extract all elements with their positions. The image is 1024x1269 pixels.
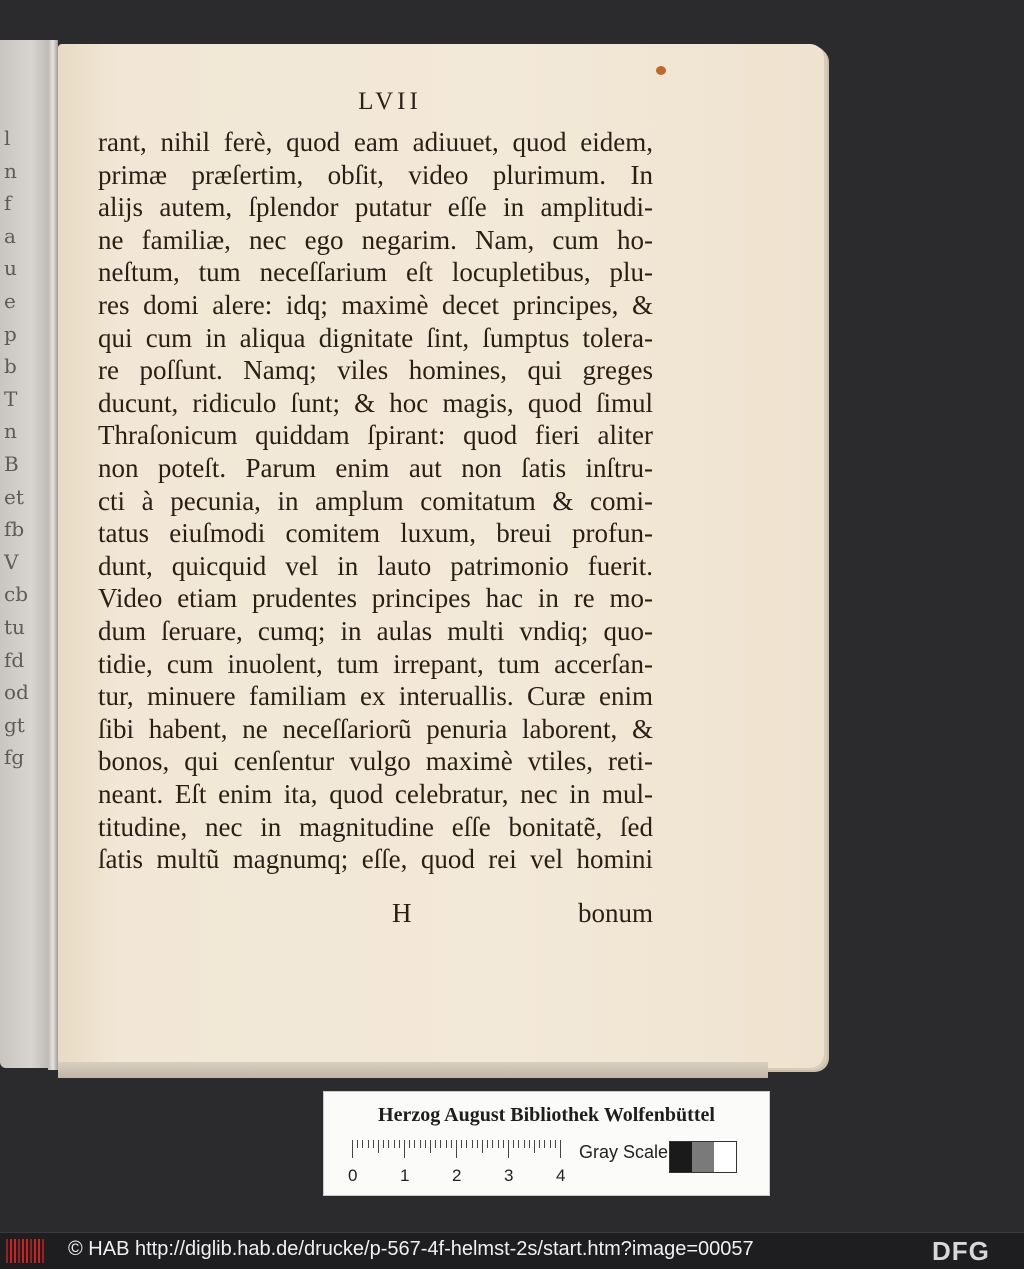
ruler-tick (492, 1140, 493, 1148)
barcode-bar (38, 1239, 40, 1263)
text-line: neant. Eſt enim ita, quod celebratur, nec in mul- (98, 779, 653, 809)
adjacent-page-glyph: B (4, 452, 19, 476)
ruler-tick (394, 1140, 395, 1148)
ruler-tick (529, 1140, 530, 1148)
page-stack-edge (58, 1062, 768, 1078)
ruler-tick (399, 1140, 400, 1148)
text-line: tur, minuere familiam ex interuallis. Curæ enim (98, 681, 653, 712)
barcode-bar (34, 1239, 36, 1263)
adjacent-page-glyph: fg (4, 745, 25, 770)
adjacent-page-glyph: p (4, 321, 17, 346)
text-line: dunt, quicquid vel in lauto patrimonio fuerit. (98, 550, 653, 581)
ruler-tick (508, 1140, 509, 1158)
card-title: Herzog August Bibliothek Wolfenbüttel (378, 1104, 715, 1126)
adjacent-page-glyph: l (4, 126, 11, 150)
ruler-tick (560, 1140, 561, 1158)
text-line: ſibi habent, ne neceſſariorũ penuria laborent, & (98, 713, 653, 744)
adjacent-page-glyph: b (4, 354, 17, 379)
adjacent-page-glyph: f (4, 191, 12, 216)
text-line: ne familiæ, nec ego negarim. Nam, cum ho- (98, 224, 653, 255)
text-line: tidie, cum inuolent, tum irrepant, tum accerſan- (98, 648, 653, 679)
adjacent-page-glyph: V (4, 549, 19, 574)
barcode-bar (10, 1239, 12, 1263)
adjacent-page-glyph: gt (4, 712, 25, 737)
ruler-tick (518, 1140, 519, 1148)
text-line: primæ præſertim, obſit, video plurimum. In (98, 159, 653, 190)
ruler-tick (461, 1140, 462, 1148)
ruler-tick (414, 1140, 415, 1148)
adjacent-page-glyph: cb (4, 582, 29, 607)
ruler-tick (534, 1140, 535, 1153)
ruler-tick (425, 1140, 426, 1148)
ruler-number: 0 (348, 1166, 358, 1185)
ruler-tick (482, 1140, 483, 1153)
adjacent-page-edge (0, 40, 52, 1068)
barcode-bar (6, 1239, 8, 1263)
text-line: dum ſeruare, cumq; in aulas multi vndiq; quo- (98, 616, 653, 646)
barcode-bar (18, 1239, 20, 1263)
ruler-tick (430, 1140, 431, 1153)
text-line: Thraſonicum quiddam ſpirant: quod fieri aliter (98, 420, 653, 451)
page-number: LVII (358, 88, 422, 115)
catchword: bonum (577, 898, 653, 928)
barcode-bar (42, 1239, 44, 1263)
ruler-tick (352, 1140, 353, 1158)
ruler-tick (503, 1140, 504, 1148)
ruler-tick (446, 1140, 447, 1148)
text-line: alijs autem, ſplendor putatur eſſe in amplitudi- (98, 192, 653, 223)
barcode-icon (6, 1239, 48, 1263)
ruler-tick (435, 1140, 436, 1148)
signature-mark: H (392, 898, 412, 928)
ruler-tick (477, 1140, 478, 1148)
ruler-tick (466, 1140, 467, 1148)
ruler-number: 1 (400, 1166, 410, 1185)
adjacent-page-glyph: fb (4, 517, 25, 542)
text-line: ducunt, ridiculo ſunt; & hoc magis, quod ſimul (98, 387, 653, 418)
ruler-tick (544, 1140, 545, 1148)
ruler-tick (555, 1140, 556, 1148)
ruler-tick (513, 1140, 514, 1148)
ruler-tick (472, 1140, 473, 1148)
ruler-tick (357, 1140, 358, 1148)
text-line: neſtum, tum neceſſarium eſt locupletibus, plu- (98, 257, 653, 288)
adjacent-page-glyph: e (4, 289, 16, 313)
ink-stain (656, 66, 666, 75)
ruler-tick (498, 1140, 499, 1148)
adjacent-page-glyph: n (4, 158, 17, 183)
ruler-tick (388, 1140, 389, 1148)
text-line: non poteſt. Parum enim aut non ſatis inſtru- (98, 453, 653, 483)
ruler-tick (378, 1140, 379, 1153)
ruler-number: 3 (504, 1166, 514, 1185)
text-line: qui cum in aliqua dignitate ſint, ſumptus tolera- (98, 322, 653, 353)
adjacent-page-glyph: T (4, 386, 18, 411)
text-line: res domi alere: idq; maximè decet principes, & (98, 290, 653, 320)
scale-card (323, 1091, 770, 1196)
ruler-tick (383, 1140, 384, 1148)
text-line: bonos, qui cenſentur vulgo maximè vtiles, reti- (98, 746, 653, 777)
text-line: titudine, nec in magnitudine eſſe bonitatẽ, ſed (98, 811, 653, 842)
ruler-tick (373, 1140, 374, 1148)
footer-credit[interactable]: © HAB http://diglib.hab.de/drucke/p-567-4f-helmst-2s/start.htm?image=00057 (68, 1238, 754, 1260)
gray-patch (714, 1142, 736, 1172)
text-line: tatus eiuſmodi comitem luxum, breui profun- (98, 518, 653, 549)
ruler-tick (420, 1140, 421, 1148)
footer-bar (0, 1232, 1024, 1269)
ruler (352, 1140, 588, 1158)
text-line: Video etiam prudentes principes hac in re mo- (98, 583, 653, 614)
text-line: cti à pecunia, in amplum comitatum & comi- (98, 485, 653, 516)
ruler-number: 4 (556, 1166, 566, 1185)
barcode-bar (26, 1239, 28, 1263)
gray-scale-swatch (669, 1141, 737, 1173)
gray-patch (670, 1142, 692, 1172)
gray-patch (692, 1142, 714, 1172)
ruler-tick (487, 1140, 488, 1148)
ruler-tick (368, 1140, 369, 1148)
barcode-bar (14, 1239, 16, 1263)
ruler-tick (539, 1140, 540, 1148)
ruler-tick (550, 1140, 551, 1148)
adjacent-page-glyph: et (4, 484, 24, 509)
ruler-tick (451, 1140, 452, 1148)
adjacent-page-glyph: n (4, 419, 17, 444)
ruler-tick (456, 1140, 457, 1158)
ruler-tick (362, 1140, 363, 1148)
barcode-bar (30, 1239, 32, 1263)
adjacent-page-glyph: a (4, 223, 16, 248)
dfg-logo: DFG (932, 1236, 990, 1266)
ruler-tick (440, 1140, 441, 1148)
adjacent-page-glyph: fd (4, 647, 25, 672)
ruler-number: 2 (452, 1166, 462, 1185)
gray-scale-label: Gray Scale (579, 1142, 669, 1162)
text-line: re poſſunt. Namq; viles homines, qui greges (98, 355, 653, 386)
sleeve-edge (48, 40, 58, 1070)
ruler-tick (404, 1140, 405, 1158)
ruler-tick (524, 1140, 525, 1148)
adjacent-page-glyph: u (4, 256, 17, 281)
ruler-tick (409, 1140, 410, 1148)
text-line: ſatis multũ magnumq; eſſe, quod rei vel homini (98, 844, 653, 875)
barcode-bar (22, 1239, 24, 1263)
adjacent-page-glyph: od (4, 680, 29, 705)
adjacent-page-glyph: tu (4, 615, 25, 639)
text-line: rant, nihil ferè, quod eam adiuuet, quod eidem, (98, 127, 653, 157)
